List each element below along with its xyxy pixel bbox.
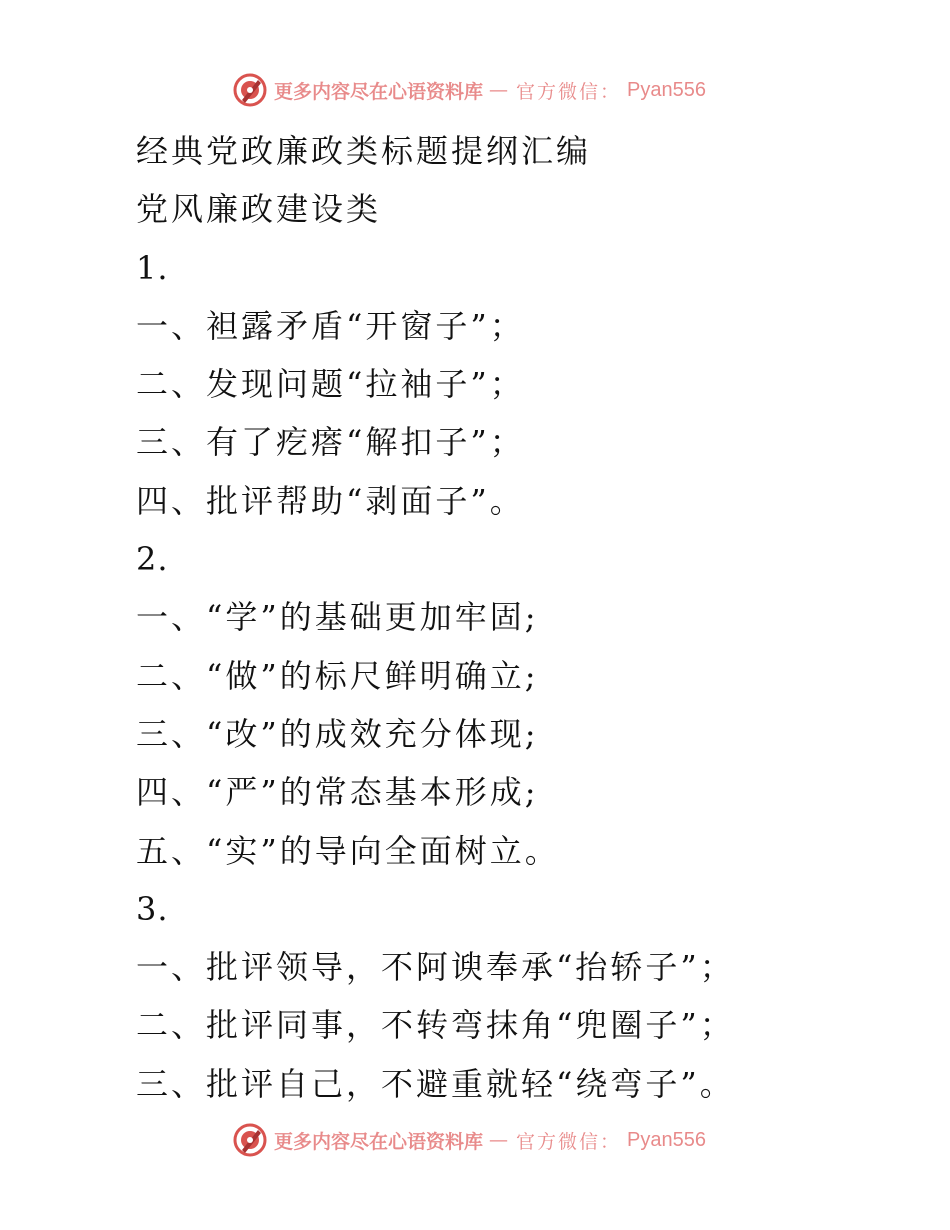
list-item: 三、有了疙瘩“解扣子”； [136,423,525,462]
list-item: 四、批评帮助“剥面子”。 [136,481,525,520]
list-item: 一、“学”的基础更加牢固; [136,598,539,637]
red-seal-pen-icon [232,1122,268,1158]
list-item: 五、“实”的导向全面树立。 [136,831,560,870]
document-title: 经典党政廉政类标题提纲汇编 [136,132,592,170]
document-body [136,122,916,1113]
watermark-account: Pyan556 [627,78,706,101]
watermark-account: Pyan556 [627,1128,706,1151]
watermark-slogan: 更多内容尽在心语资料库 [274,1130,484,1153]
list-item: 二、发现问题“拉袖子”； [136,365,525,404]
section-number: 2. [136,540,169,579]
section-number: 1. [136,248,169,287]
watermark-separator: — [489,79,511,101]
watermark-banner-top [232,70,706,110]
watermark-separator: — [489,1129,511,1151]
section-number: 3. [136,889,169,928]
red-seal-pen-icon [232,72,268,108]
watermark-wechat-label: 官方微信： [516,80,622,103]
list-item: 二、批评同事，不转弯抹角“兜圈子”； [136,1006,735,1045]
category-heading: 党风廉政建设类 [136,190,382,229]
list-item: 一、袒露矛盾“开窗子”； [136,306,525,345]
watermark-wechat-label: 官方微信： [516,1130,622,1153]
watermark-slogan: 更多内容尽在心语资料库 [274,80,484,103]
list-item: 四、“严”的常态基本形成; [136,773,539,812]
list-item: 三、批评自己，不避重就轻“绕弯子”。 [136,1064,735,1103]
list-item: 一、批评领导，不阿谀奉承“抬轿子”； [136,948,735,987]
list-item: 三、“改”的成效充分体现; [136,714,539,753]
list-item: 二、“做”的标尺鲜明确立; [136,656,539,695]
watermark-banner-bottom [232,1120,706,1160]
